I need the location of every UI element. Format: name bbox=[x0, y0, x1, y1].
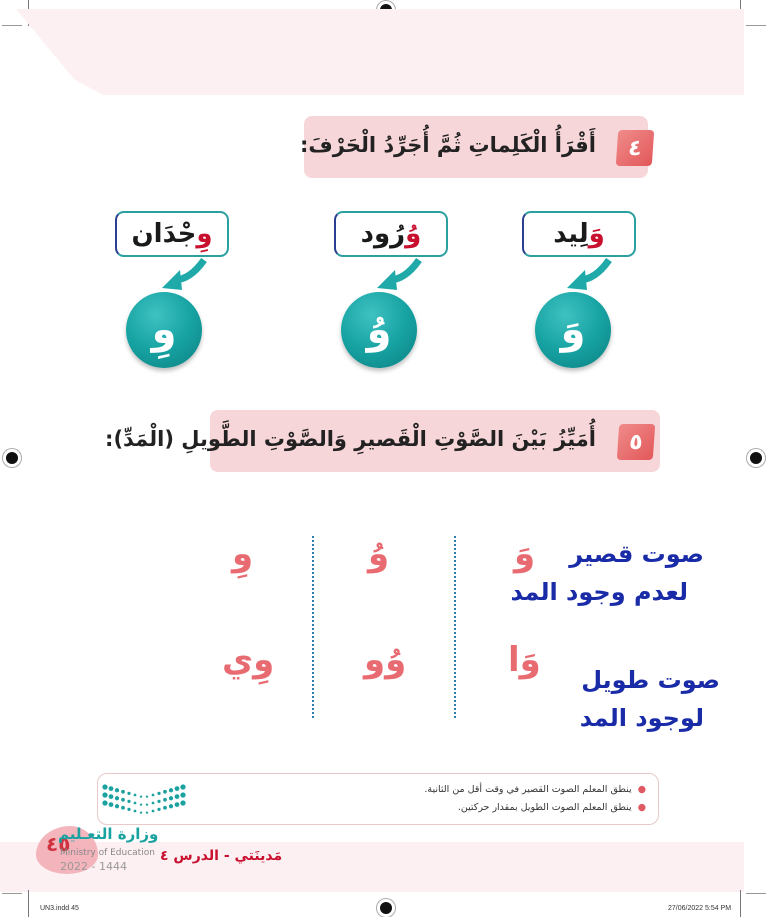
logo-dot bbox=[163, 806, 167, 810]
lesson-title: مَدينَتي - الدرس ٤ bbox=[160, 848, 283, 864]
logo-dot bbox=[115, 804, 119, 808]
logo-dot bbox=[157, 792, 160, 795]
arrow-icon bbox=[375, 258, 425, 294]
exercise-4-title: أَقْرَأُ الْكَلِماتِ ثُمَّ أُجَرِّدُ الْحَرْفَ: bbox=[300, 133, 596, 157]
logo-dot bbox=[109, 786, 114, 791]
logo-dot bbox=[169, 804, 173, 808]
logo-dot bbox=[146, 803, 148, 805]
logo-dot bbox=[134, 810, 137, 813]
word-card-walid bbox=[522, 211, 636, 257]
logo-dot bbox=[169, 796, 173, 800]
logo-dot bbox=[115, 796, 119, 800]
logo-dot bbox=[121, 798, 125, 802]
registration-mark bbox=[750, 452, 762, 464]
word-first-letter: وِ bbox=[196, 219, 213, 249]
ministry-name-arabic: وزارة التعـليم bbox=[58, 825, 159, 843]
logo-dot bbox=[140, 803, 142, 805]
word-first-letter: وَ bbox=[588, 219, 605, 249]
ministry-dots-logo-icon bbox=[101, 782, 187, 816]
teacher-note-box bbox=[97, 773, 659, 825]
logo-dot bbox=[146, 795, 148, 797]
short-vowel-fatha: وَ bbox=[514, 534, 536, 574]
logo-dot bbox=[163, 790, 167, 794]
long-vowel-ya: وِي bbox=[222, 640, 275, 680]
logo-dot bbox=[157, 800, 160, 803]
slug-filename: UN3.indd 45 bbox=[40, 905, 79, 912]
crop-mark bbox=[746, 893, 766, 894]
exercise-5-number: ٥ bbox=[617, 424, 656, 460]
long-sound-label: صوت طويل bbox=[581, 666, 720, 694]
crop-mark bbox=[2, 25, 22, 26]
logo-dot bbox=[180, 800, 185, 805]
word-card-wurood bbox=[334, 211, 448, 257]
teacher-note-text: ينطق المعلم الصوت القصير في وقت أقل من الثانية. bbox=[424, 784, 632, 795]
logo-dot bbox=[127, 800, 130, 803]
letter-ball: وُ bbox=[341, 292, 417, 368]
column-divider bbox=[454, 536, 456, 718]
logo-dot bbox=[157, 808, 160, 811]
word-rest: رُود bbox=[360, 219, 406, 249]
logo-dot bbox=[134, 794, 137, 797]
crop-mark bbox=[746, 25, 766, 26]
teacher-note-text: ينطق المعلم الصوت الطويل بمقدار حركتين. bbox=[457, 802, 632, 813]
logo-dot bbox=[152, 810, 155, 813]
logo-dot bbox=[175, 794, 180, 799]
teacher-note-item bbox=[458, 802, 646, 813]
top-decorative-band bbox=[16, 9, 744, 95]
logo-dot bbox=[127, 808, 130, 811]
logo-dot bbox=[146, 811, 148, 813]
logo-dot bbox=[109, 794, 114, 799]
letter-ball: وِ bbox=[126, 292, 202, 368]
word-card-wijdan bbox=[115, 211, 229, 257]
logo-dot bbox=[169, 788, 173, 792]
crop-mark bbox=[28, 890, 29, 917]
logo-dot bbox=[109, 802, 114, 807]
crop-mark bbox=[740, 890, 741, 917]
crop-mark bbox=[2, 893, 22, 894]
exercise-4-number: ٤ bbox=[616, 130, 655, 166]
short-sound-reason: لعدم وجود المد bbox=[510, 578, 688, 606]
short-vowel-kasra: وِ bbox=[232, 534, 254, 574]
logo-dot bbox=[163, 798, 167, 802]
logo-dot bbox=[175, 786, 180, 791]
bullet-icon: ● bbox=[637, 802, 646, 813]
logo-dot bbox=[102, 800, 107, 805]
logo-dot bbox=[180, 784, 185, 789]
logo-dot bbox=[115, 788, 119, 792]
ministry-year: 2022 - 1444 bbox=[60, 860, 127, 873]
logo-dot bbox=[175, 802, 180, 807]
logo-dot bbox=[152, 802, 155, 805]
slug-timestamp: 27/06/2022 5:54 PM bbox=[668, 905, 732, 912]
short-sound-label: صوت قصير bbox=[569, 540, 704, 568]
ministry-name-english: Ministry of Education bbox=[60, 848, 155, 858]
logo-dot bbox=[127, 792, 130, 795]
arrow-icon bbox=[565, 258, 615, 294]
logo-dot bbox=[180, 792, 185, 797]
logo-dot bbox=[140, 811, 142, 813]
long-vowel-alif: وَا bbox=[508, 640, 541, 680]
registration-mark bbox=[380, 902, 392, 914]
short-vowel-damma: وُ bbox=[368, 534, 390, 574]
letter-ball: وَ bbox=[535, 292, 611, 368]
logo-dot bbox=[152, 794, 155, 797]
bullet-icon: ● bbox=[637, 784, 646, 795]
word-first-letter: وُ bbox=[405, 219, 422, 249]
logo-dot bbox=[140, 795, 142, 797]
logo-dot bbox=[121, 790, 125, 794]
logo-dot bbox=[102, 784, 107, 789]
registration-mark bbox=[6, 452, 18, 464]
logo-dot bbox=[102, 792, 107, 797]
word-rest: جْدَان bbox=[131, 219, 197, 249]
logo-dot bbox=[121, 806, 125, 810]
long-vowel-waw: وُو bbox=[364, 640, 407, 680]
word-rest: لِيد bbox=[553, 219, 589, 249]
logo-dot bbox=[134, 802, 137, 805]
long-sound-reason: لوجود المد bbox=[579, 704, 704, 732]
page-number: ٤٥ bbox=[46, 832, 71, 856]
arrow-icon bbox=[160, 258, 210, 294]
exercise-5-title: أُمَيِّزُ بَيْنَ الصَّوْتِ الْقَصيرِ وَالصَّوْتِ الطَّويلِ (الْمَدِّ): bbox=[105, 427, 596, 451]
teacher-note-item bbox=[424, 784, 646, 795]
column-divider bbox=[312, 536, 314, 718]
